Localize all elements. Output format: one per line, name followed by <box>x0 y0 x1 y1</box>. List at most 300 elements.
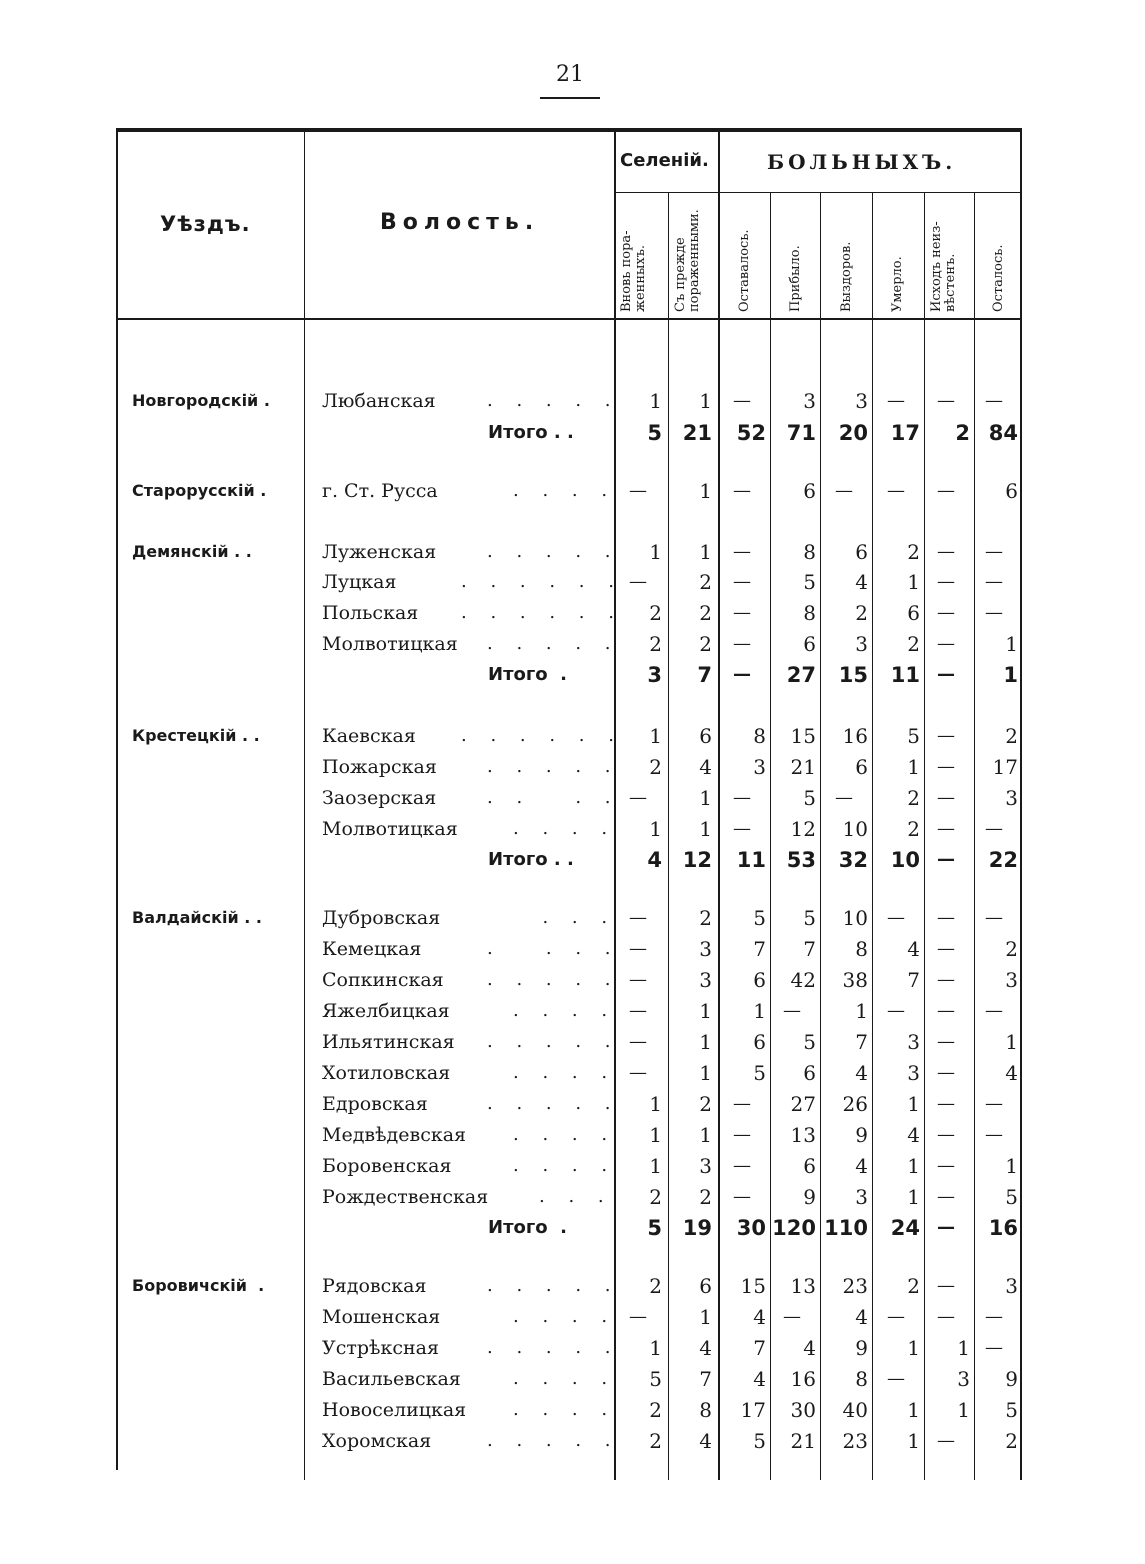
uezd-name: Старорусскій . <box>132 481 267 500</box>
dot-leader: . . . . <box>487 938 620 959</box>
cell-value: 2 <box>649 755 662 779</box>
cell-value: 6 <box>753 1030 766 1054</box>
cell-value: 1 <box>649 1123 662 1147</box>
cell-value: 4 <box>699 1429 712 1453</box>
cell-value: — <box>985 907 1003 928</box>
dot-leader: . . . . <box>513 1062 617 1083</box>
cell-value: 17 <box>890 421 920 445</box>
cell-value: — <box>733 602 751 623</box>
cell-value: — <box>937 756 955 777</box>
cell-value: 5 <box>803 1030 816 1054</box>
table-row <box>0 598 1145 628</box>
cell-value: 84 <box>988 421 1018 445</box>
cell-value: 4 <box>907 937 920 961</box>
cell-value: 4 <box>855 1061 868 1085</box>
cell-value: 3 <box>1005 968 1018 992</box>
table-row <box>0 567 1145 597</box>
total-row <box>0 1213 1145 1243</box>
cell-value: — <box>937 907 955 928</box>
table-row <box>0 537 1145 567</box>
uezd-name: Боровичскій . <box>132 1276 265 1295</box>
cell-value: — <box>937 633 955 654</box>
cell-value: 2 <box>649 1274 662 1298</box>
cell-value: 5 <box>803 906 816 930</box>
cell-value: — <box>985 390 1003 411</box>
cell-value: — <box>887 1306 905 1327</box>
cell-value: — <box>985 1000 1003 1021</box>
table-row <box>0 629 1145 659</box>
cell-value: — <box>733 571 751 592</box>
cell-value: 9 <box>855 1123 868 1147</box>
table-row <box>0 1027 1145 1057</box>
cell-value: — <box>733 818 751 839</box>
cell-value: 5 <box>647 421 662 445</box>
volost-name: Каевская <box>322 725 416 747</box>
cell-value: 3 <box>699 937 712 961</box>
cell-value: 1 <box>907 1336 920 1360</box>
subheader-rule <box>614 192 1022 193</box>
table-row <box>0 1426 1145 1456</box>
dot-leader: . . . . <box>487 787 620 808</box>
cell-value: 5 <box>1005 1185 1018 1209</box>
cell-value: 26 <box>842 1092 868 1116</box>
cell-value: 3 <box>855 389 868 413</box>
cell-value: 1 <box>907 1185 920 1209</box>
cell-value: — <box>733 787 751 808</box>
cell-value: — <box>887 480 905 501</box>
cell-value: 10 <box>842 906 868 930</box>
cell-value: 1 <box>699 817 712 841</box>
cell-value: 1 <box>753 999 766 1023</box>
cell-value: 7 <box>907 968 920 992</box>
cell-value: 10 <box>890 848 920 872</box>
cell-value: 3 <box>803 389 816 413</box>
cell-value: 27 <box>790 1092 816 1116</box>
total-row <box>0 845 1145 875</box>
cell-value: — <box>937 1031 955 1052</box>
volost-name: Любанская <box>322 390 436 412</box>
cell-value: 3 <box>855 1185 868 1209</box>
cell-value: — <box>937 1217 955 1238</box>
cell-value: 2 <box>907 540 920 564</box>
total-row <box>0 418 1145 448</box>
column-header-uezd: Уѣздъ. <box>160 212 251 236</box>
cell-value: 6 <box>907 601 920 625</box>
table-row <box>0 965 1145 995</box>
cell-value: 7 <box>753 1336 766 1360</box>
cell-value: 1 <box>699 1123 712 1147</box>
cell-value: — <box>733 480 751 501</box>
cell-value: 9 <box>803 1185 816 1209</box>
cell-value: 11 <box>890 663 920 687</box>
cell-value: 1 <box>699 389 712 413</box>
table-row <box>0 1302 1145 1332</box>
dot-leader: . . . . . . <box>461 602 623 623</box>
cell-value: 8 <box>699 1398 712 1422</box>
dot-leader: . . . . <box>513 818 617 839</box>
cell-value: — <box>733 1093 751 1114</box>
cell-value: 1 <box>699 1030 712 1054</box>
cell-value: 53 <box>786 848 816 872</box>
cell-value: 9 <box>855 1336 868 1360</box>
cell-value: — <box>733 390 751 411</box>
cell-value: 21 <box>790 755 816 779</box>
cell-value: 6 <box>803 1061 816 1085</box>
volost-name: Кемецкая <box>322 938 422 960</box>
table-row <box>0 783 1145 813</box>
dot-leader: . . . . <box>513 1399 617 1420</box>
dot-leader: . . . . . <box>487 1337 620 1358</box>
cell-value: 5 <box>647 1216 662 1240</box>
cell-value: 1 <box>649 1154 662 1178</box>
cell-value: — <box>629 1000 647 1021</box>
cell-value: — <box>937 1275 955 1296</box>
cell-value: 4 <box>803 1336 816 1360</box>
cell-value: 2 <box>699 601 712 625</box>
cell-value: 6 <box>699 724 712 748</box>
cell-value: 1 <box>855 999 868 1023</box>
volost-name: Медвѣдевская <box>322 1124 467 1146</box>
cell-value: 12 <box>790 817 816 841</box>
cell-value: 13 <box>790 1274 816 1298</box>
cell-value: 15 <box>790 724 816 748</box>
cell-value: 3 <box>1005 1274 1018 1298</box>
cell-value: 6 <box>855 755 868 779</box>
uezd-name: Новгородскій . <box>132 391 270 410</box>
volost-name: Луженская <box>322 541 437 563</box>
cell-value: — <box>733 541 751 562</box>
cell-value: — <box>629 787 647 808</box>
cell-value: — <box>783 1000 801 1021</box>
cell-value: 2 <box>855 601 868 625</box>
cell-value: 4 <box>647 848 662 872</box>
cell-value: 6 <box>855 540 868 564</box>
cell-value: 15 <box>740 1274 766 1298</box>
cell-value: 1 <box>1005 632 1018 656</box>
dot-leader: . . . . . <box>487 390 620 411</box>
cell-value: 71 <box>786 421 816 445</box>
volost-name: Польская <box>322 602 419 624</box>
cell-value: — <box>835 787 853 808</box>
dot-leader: . . . . . <box>487 969 620 990</box>
cell-value: 7 <box>753 937 766 961</box>
cell-value: 2 <box>699 1185 712 1209</box>
cell-value: 3 <box>699 1154 712 1178</box>
total-label: Итого . <box>488 664 568 685</box>
cell-value: 4 <box>699 755 712 779</box>
cell-value: — <box>985 1337 1003 1358</box>
table-row <box>0 1058 1145 1088</box>
cell-value: 7 <box>699 1367 712 1391</box>
cell-value: 42 <box>790 968 816 992</box>
volost-name: Едровская <box>322 1093 428 1115</box>
page-number: 21 <box>556 62 584 87</box>
table-row <box>0 1120 1145 1150</box>
table-top-rule <box>116 128 1022 132</box>
cell-value: — <box>985 571 1003 592</box>
page-number-rule <box>540 97 600 99</box>
cell-value: 1 <box>907 1154 920 1178</box>
column-header-volost: Волость. <box>380 210 540 235</box>
cell-value: — <box>887 907 905 928</box>
cell-value: — <box>937 1155 955 1176</box>
cell-value: — <box>937 969 955 990</box>
dot-leader: . . . . . <box>487 1430 620 1451</box>
cell-value: 2 <box>1005 937 1018 961</box>
cell-value: — <box>629 1306 647 1327</box>
cell-value: 2 <box>699 570 712 594</box>
cell-value: 5 <box>753 1429 766 1453</box>
cell-value: 1 <box>957 1336 970 1360</box>
cell-value: — <box>985 1124 1003 1145</box>
cell-value: — <box>887 390 905 411</box>
cell-value: 7 <box>855 1030 868 1054</box>
column-header-vnov: Вновь пора- женныхъ. <box>619 230 648 312</box>
cell-value: 4 <box>907 1123 920 1147</box>
cell-value: 2 <box>907 1274 920 1298</box>
uezd-name: Валдайскій . . <box>132 908 262 927</box>
cell-value: 21 <box>790 1429 816 1453</box>
cell-value: 2 <box>955 421 970 445</box>
table-row <box>0 814 1145 844</box>
cell-value: 10 <box>842 817 868 841</box>
cell-value: 12 <box>682 848 712 872</box>
cell-value: — <box>937 1124 955 1145</box>
cell-value: 1 <box>1005 1154 1018 1178</box>
table-row <box>0 1182 1145 1212</box>
cell-value: 1 <box>907 570 920 594</box>
cell-value: 5 <box>803 570 816 594</box>
cell-value: — <box>937 1000 955 1021</box>
cell-value: — <box>733 633 751 654</box>
volost-name: Новоселицкая <box>322 1399 467 1421</box>
volost-name: Молвотицкая <box>322 818 458 840</box>
cell-value: 1 <box>649 724 662 748</box>
cell-value: — <box>629 480 647 501</box>
cell-value: — <box>937 938 955 959</box>
group-header-bolnyh: БОЛЬНЫХЪ. <box>767 150 957 174</box>
cell-value: 17 <box>740 1398 766 1422</box>
volost-name: Сопкинская <box>322 969 444 991</box>
cell-value: — <box>937 664 955 685</box>
dot-leader: . . . . . . <box>461 571 623 592</box>
cell-value: — <box>733 1186 751 1207</box>
cell-value: 3 <box>1005 786 1018 810</box>
dot-leader: . . . . <box>513 1306 617 1327</box>
cell-value: 19 <box>682 1216 712 1240</box>
cell-value: 6 <box>803 479 816 503</box>
cell-value: — <box>733 664 751 685</box>
table-row <box>0 934 1145 964</box>
column-header-s-prezhde: Съ прежде пораженными. <box>673 209 702 312</box>
cell-value: 2 <box>699 906 712 930</box>
cell-value: 9 <box>1005 1367 1018 1391</box>
cell-value: 23 <box>842 1274 868 1298</box>
volost-name: Рядовская <box>322 1275 427 1297</box>
cell-value: 5 <box>907 724 920 748</box>
cell-value: — <box>629 1062 647 1083</box>
cell-value: 2 <box>649 1185 662 1209</box>
cell-value: 1 <box>699 540 712 564</box>
table-row <box>0 1151 1145 1181</box>
column-header-ishod: Исходъ неиз- вѣстенъ. <box>929 221 958 312</box>
dot-leader: . . . . . <box>487 633 620 654</box>
cell-value: 40 <box>842 1398 868 1422</box>
cell-value: 5 <box>753 906 766 930</box>
volost-name: Мошенская <box>322 1306 441 1328</box>
table-header-rule <box>116 318 1022 320</box>
uezd-name: Крестецкій . . <box>132 726 260 745</box>
dot-leader: . . . . . <box>487 541 620 562</box>
cell-value: — <box>937 480 955 501</box>
cell-value: 1 <box>649 1336 662 1360</box>
cell-value: 7 <box>697 663 712 687</box>
table-row <box>0 1395 1145 1425</box>
cell-value: 17 <box>992 755 1018 779</box>
cell-value: 6 <box>699 1274 712 1298</box>
volost-name: Хотиловская <box>322 1062 451 1084</box>
cell-value: — <box>985 1093 1003 1114</box>
cell-value: 13 <box>790 1123 816 1147</box>
table-row <box>0 903 1145 933</box>
cell-value: 5 <box>803 786 816 810</box>
column-header-pribylo: Прибыло. <box>788 245 803 312</box>
volost-name: Молвотицкая <box>322 633 458 655</box>
dot-leader: . . . . <box>513 1368 617 1389</box>
cell-value: 3 <box>907 1030 920 1054</box>
volost-name: Заозерская <box>322 787 437 809</box>
cell-value: — <box>629 907 647 928</box>
volost-name: Яжелбицкая <box>322 1000 450 1022</box>
cell-value: 5 <box>1005 1398 1018 1422</box>
dot-leader: . . . . . . <box>461 725 623 746</box>
dot-leader: . . . . <box>513 1000 617 1021</box>
cell-value: 2 <box>907 786 920 810</box>
volost-name: Рождественская <box>322 1186 489 1208</box>
volost-name: Пожарская <box>322 756 437 778</box>
cell-value: 32 <box>838 848 868 872</box>
cell-value: 6 <box>1005 479 1018 503</box>
cell-value: 23 <box>842 1429 868 1453</box>
table-row <box>0 1089 1145 1119</box>
volost-name: Ильятинская <box>322 1031 455 1053</box>
volost-name: Боровенская <box>322 1155 452 1177</box>
cell-value: 1 <box>1003 663 1018 687</box>
cell-value: 1 <box>649 817 662 841</box>
cell-value: 2 <box>1005 724 1018 748</box>
column-header-vyzdorov: Выздоров. <box>839 241 854 312</box>
cell-value: 4 <box>753 1367 766 1391</box>
cell-value: — <box>733 1124 751 1145</box>
cell-value: 15 <box>838 663 868 687</box>
cell-value: 16 <box>790 1367 816 1391</box>
cell-value: 6 <box>803 1154 816 1178</box>
cell-value: — <box>937 1430 955 1451</box>
cell-value: — <box>783 1306 801 1327</box>
cell-value: 1 <box>649 389 662 413</box>
cell-value: 2 <box>907 817 920 841</box>
cell-value: 1 <box>957 1398 970 1422</box>
dot-leader: . . . . <box>513 1155 617 1176</box>
cell-value: 4 <box>855 1154 868 1178</box>
cell-value: 11 <box>736 848 766 872</box>
cell-value: 7 <box>803 937 816 961</box>
cell-value: 3 <box>753 755 766 779</box>
cell-value: — <box>985 818 1003 839</box>
volost-name: Устрѣксная <box>322 1337 439 1359</box>
table-row <box>0 752 1145 782</box>
cell-value: 4 <box>855 1305 868 1329</box>
cell-value: 120 <box>772 1216 816 1240</box>
cell-value: 4 <box>699 1336 712 1360</box>
total-label: Итого . . <box>488 849 574 870</box>
cell-value: 8 <box>855 1367 868 1391</box>
cell-value: — <box>937 602 955 623</box>
cell-value: 3 <box>957 1367 970 1391</box>
dot-leader: . . . . . <box>487 756 620 777</box>
dot-leader: . . . . . <box>487 1093 620 1114</box>
cell-value: 38 <box>842 968 868 992</box>
cell-value: — <box>887 1368 905 1389</box>
cell-value: 3 <box>647 663 662 687</box>
cell-value: 1 <box>1005 1030 1018 1054</box>
volost-name: Дубровская <box>322 907 441 929</box>
cell-value: 20 <box>838 421 868 445</box>
cell-value: 1 <box>907 1092 920 1116</box>
cell-value: 2 <box>907 632 920 656</box>
table-row <box>0 1333 1145 1363</box>
cell-value: 1 <box>699 1305 712 1329</box>
volost-name: Васильевская <box>322 1368 461 1390</box>
cell-value: — <box>985 541 1003 562</box>
group-header-selenii: Селеній. <box>620 150 709 171</box>
cell-value: 30 <box>736 1216 766 1240</box>
cell-value: 3 <box>699 968 712 992</box>
cell-value: 1 <box>699 786 712 810</box>
column-header-ostalos: Осталось. <box>991 244 1006 312</box>
cell-value: — <box>629 969 647 990</box>
cell-value: 1 <box>649 1092 662 1116</box>
cell-value: — <box>887 1000 905 1021</box>
volost-name: Хоромская <box>322 1430 432 1452</box>
cell-value: 1 <box>699 479 712 503</box>
cell-value: 3 <box>907 1061 920 1085</box>
cell-value: 8 <box>803 540 816 564</box>
table-row <box>0 996 1145 1026</box>
cell-value: 16 <box>988 1216 1018 1240</box>
cell-value: 110 <box>824 1216 868 1240</box>
cell-value: 6 <box>753 968 766 992</box>
cell-value: 3 <box>855 632 868 656</box>
cell-value: — <box>629 1031 647 1052</box>
cell-value: 6 <box>803 632 816 656</box>
cell-value: 8 <box>753 724 766 748</box>
table-row <box>0 1271 1145 1301</box>
cell-value: — <box>937 541 955 562</box>
cell-value: 27 <box>786 663 816 687</box>
cell-value: — <box>937 1093 955 1114</box>
cell-value: — <box>629 938 647 959</box>
cell-value: 2 <box>699 632 712 656</box>
cell-value: 1 <box>699 1061 712 1085</box>
cell-value: — <box>937 1306 955 1327</box>
cell-value: — <box>937 571 955 592</box>
dot-leader: . . . . . <box>487 1031 620 1052</box>
cell-value: — <box>937 787 955 808</box>
dot-leader: . . . . <box>513 1124 617 1145</box>
cell-value: 1 <box>907 1429 920 1453</box>
cell-value: — <box>937 818 955 839</box>
